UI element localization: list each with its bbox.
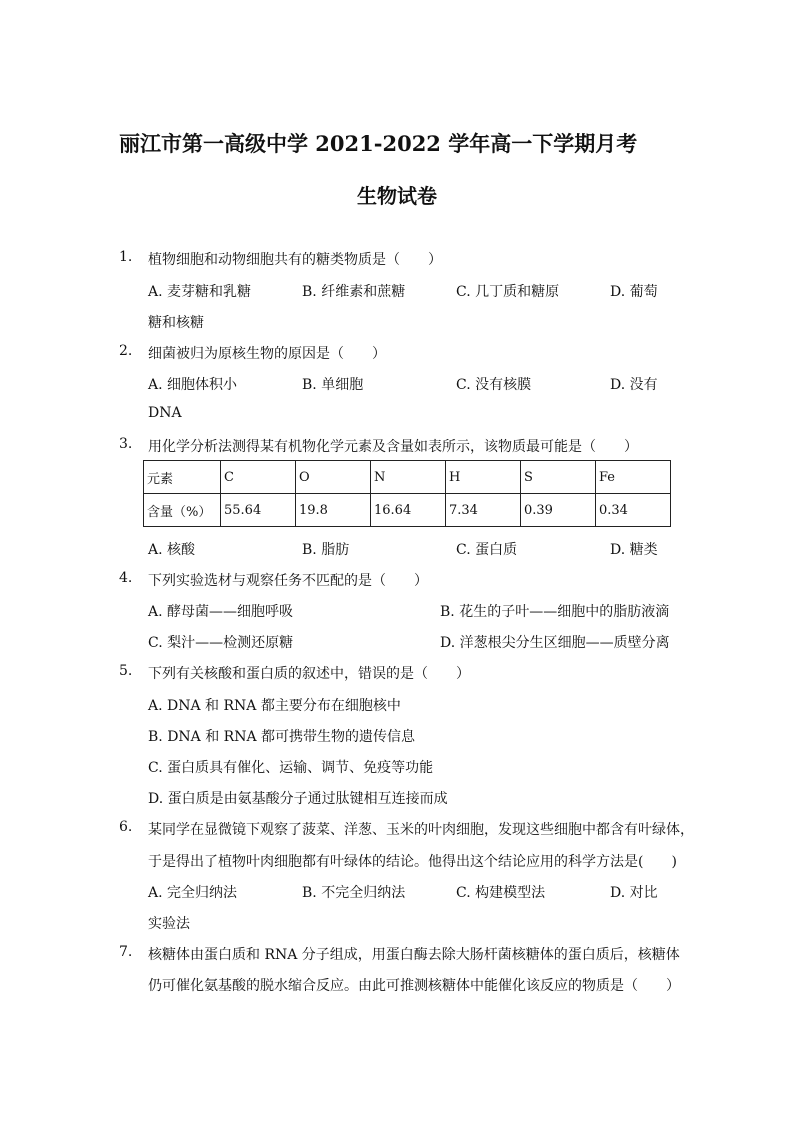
table-cell: 55.64 — [221, 494, 296, 527]
option-c: C. 几丁质和糖原 — [456, 284, 560, 300]
table-cell: O — [296, 461, 371, 494]
option-d: D. 蛋白质是由氨基酸分子通过肽键相互连接而成 — [148, 791, 448, 807]
table-cell: C — [221, 461, 296, 494]
option-a: A. 细胞体积小 — [148, 377, 238, 393]
question-stem-continued: 仍可催化氨基酸的脱水缩合反应。由此可推测核糖体中能催化该反应的物质是（ ） — [148, 978, 680, 994]
table-header-row — [144, 461, 671, 494]
option-d: D. 没有 — [610, 377, 658, 393]
table-cell: S — [521, 461, 596, 494]
option-wrap: DNA — [148, 405, 182, 421]
element-table — [143, 460, 671, 527]
table-cell: 0.34 — [596, 494, 671, 527]
exam-subtitle: 生物试卷 — [357, 184, 437, 208]
table-cell: 含量（%） — [144, 494, 221, 527]
question-stem: 植物细胞和动物细胞共有的糖类物质是（ ） — [148, 252, 442, 268]
option-wrap: 糖和核糖 — [148, 315, 204, 331]
table-cell: 元素 — [144, 461, 221, 494]
question-stem: 某同学在显微镜下观察了菠菜、洋葱、玉米的叶肉细胞，发现这些细胞中都含有叶绿体， — [148, 822, 694, 838]
question-stem: 下列有关核酸和蛋白质的叙述中，错误的是（ ） — [148, 666, 470, 682]
option-b: B. 脂肪 — [302, 542, 350, 558]
table-cell: 19.8 — [296, 494, 371, 527]
question-stem: 下列实验选材与观察任务不匹配的是（ ） — [148, 573, 428, 589]
table-cell: N — [371, 461, 446, 494]
question-stem: 细菌被归为原核生物的原因是（ ） — [148, 346, 386, 362]
table-cell: 7.34 — [446, 494, 521, 527]
option-a: A. 核酸 — [148, 542, 196, 558]
option-a: A. DNA 和 RNA 都主要分布在细胞核中 — [148, 698, 401, 714]
option-b: B. DNA 和 RNA 都可携带生物的遗传信息 — [148, 729, 416, 745]
option-c: C. 没有核膜 — [456, 377, 532, 393]
option-c: C. 蛋白质 — [456, 542, 518, 558]
table-cell: 16.64 — [371, 494, 446, 527]
table-cell: 0.39 — [521, 494, 596, 527]
option-c: C. 蛋白质具有催化、运输、调节、免疫等功能 — [148, 760, 434, 776]
option-c: C. 构建模型法 — [456, 885, 546, 901]
option-d: D. 对比 — [610, 885, 658, 901]
option-a: A. 麦芽糖和乳糖 — [148, 284, 252, 300]
table-cell: Fe — [596, 461, 671, 494]
question-stem-continued: 于是得出了植物叶肉细胞都有叶绿体的结论。他得出这个结论应用的科学方法是( ) — [148, 854, 677, 870]
option-b: B. 不完全归纳法 — [302, 885, 406, 901]
option-d: D. 洋葱根尖分生区细胞——质壁分离 — [440, 635, 670, 651]
exam-title: 丽江市第一高级中学 2021-2022 学年高一下学期月考 — [119, 131, 638, 156]
question-number: 1. — [119, 249, 133, 265]
question-number: 4. — [119, 570, 133, 586]
option-c: C. 梨汁——检测还原糖 — [148, 635, 294, 651]
question-number: 3. — [119, 436, 133, 452]
question-number: 6. — [119, 819, 133, 835]
option-b: B. 单细胞 — [302, 377, 364, 393]
table-row — [144, 494, 671, 527]
option-wrap: 实验法 — [148, 916, 190, 932]
option-a: A. 完全归纳法 — [148, 885, 238, 901]
question-number: 2. — [119, 343, 133, 359]
option-b: B. 花生的子叶——细胞中的脂肪液滴 — [440, 604, 670, 620]
question-stem: 核糖体由蛋白质和 RNA 分子组成，用蛋白酶去除大肠杆菌核糖体的蛋白质后，核糖体 — [148, 947, 680, 963]
question-stem: 用化学分析法测得某有机物化学元素及含量如表所示，该物质最可能是（ ） — [148, 439, 638, 455]
question-number: 5. — [119, 663, 133, 679]
question-number: 7. — [119, 944, 133, 960]
option-d: D. 糖类 — [610, 542, 658, 558]
table-cell: H — [446, 461, 521, 494]
option-d: D. 葡萄 — [610, 284, 658, 300]
option-a: A. 酵母菌——细胞呼吸 — [148, 604, 294, 620]
option-b: B. 纤维素和蔗糖 — [302, 284, 406, 300]
